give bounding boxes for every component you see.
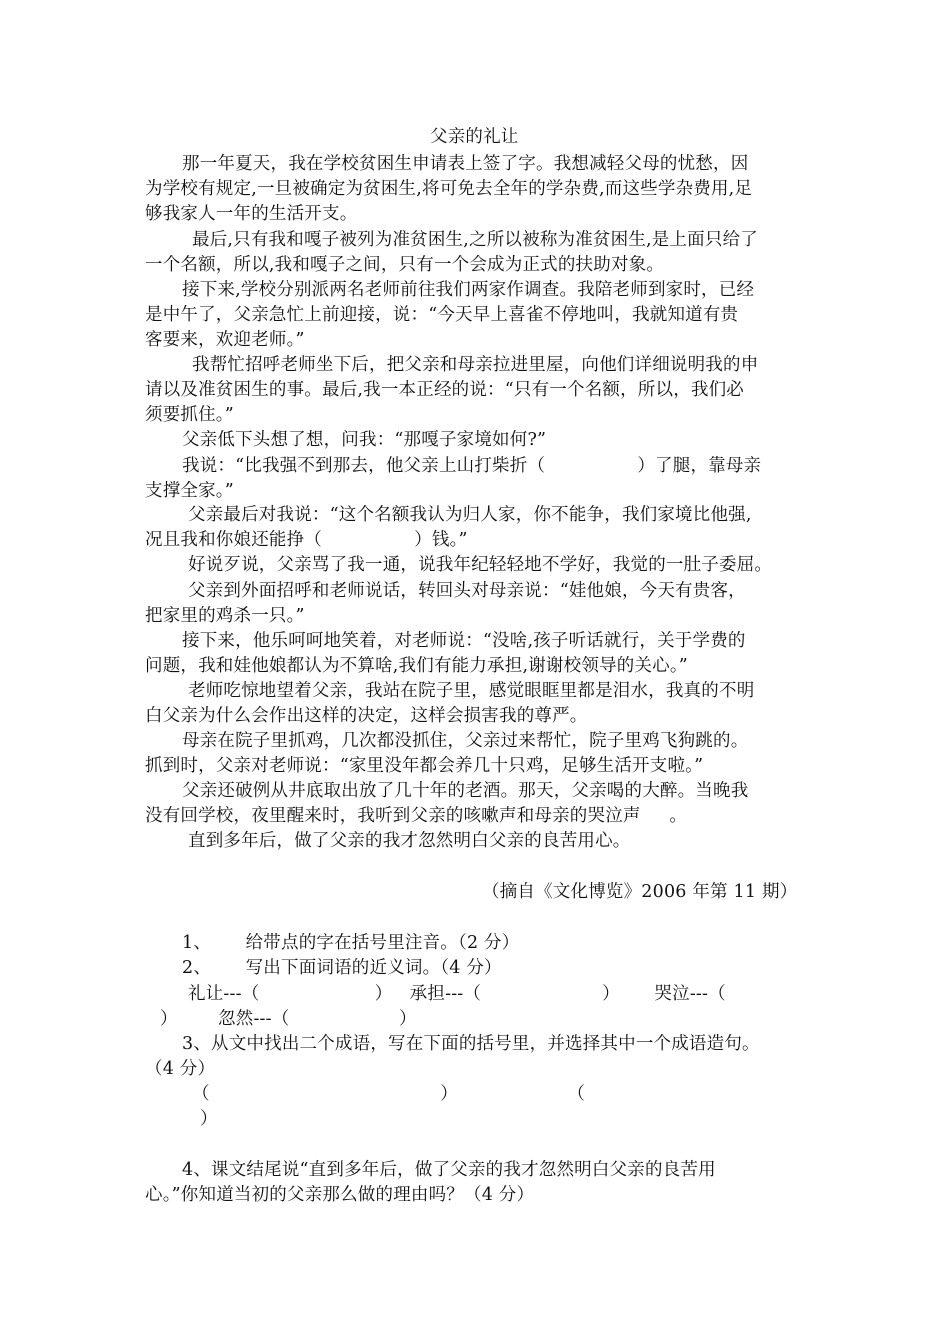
body-line: 直到多年后，做了父亲的我才忽然明白父亲的良苦用心。 xyxy=(188,831,631,851)
body-line: 抓到时，父亲对老师说：“家里没年都会养几十只鸡，足够生活开支啦。” xyxy=(145,756,704,776)
body-line: 父亲低下头想了想，问我：“那嘎子家境如何?” xyxy=(182,430,547,450)
question-line: 2、 写出下面词语的近义词。（4 分） xyxy=(182,958,502,978)
question-line: 1、 给带点的字在括号里注音。（2 分） xyxy=(182,933,520,953)
body-line: 接下来,学校分别派两名老师前往我们两家作调查。我陪老师到家时，已经 xyxy=(182,280,755,300)
question-line: 礼让---（ ） 承担---（ ） 哭泣---（ xyxy=(188,984,726,1004)
body-line: 是中午了，父亲急忙上前迎接，说：“今天早上喜雀不停地叫，我就知道有贵 xyxy=(145,305,739,325)
body-line: 接下来，他乐呵呵地笑着，对老师说：“没啥,孩子听话就行，关于学费的 xyxy=(182,631,746,651)
body-line: 没有回学校，夜里醒来时，我听到父亲的咳嗽声和母亲的哭泣声 。 xyxy=(145,806,688,826)
body-line: 我说：“比我强不到那去，他父亲上山打柴折（ ）了腿，靠母亲 xyxy=(182,456,762,476)
body-line: 好说歹说，父亲骂了我一通，说我年纪轻轻地不学好，我觉的一肚子委屈。 xyxy=(188,555,773,575)
question-line: （4 分） xyxy=(145,1059,216,1079)
body-line: 请以及准贫困生的事。最后,我一本正经的说：“只有一个名额，所以，我们必 xyxy=(145,380,745,400)
body-line: 父亲最后对我说：“这个名额我认为归人家，你不能争，我们家境比他强, xyxy=(188,505,752,525)
body-line: 白父亲为什么会作出这样的决定，这样会损害我的尊严。 xyxy=(145,706,588,726)
body-line: 最后,只有我和嘎子被列为准贫困生,之所以被称为准贫困生,是上面只给了 xyxy=(192,230,758,250)
question-line: 心。”你知道当初的父亲那么做的理由吗？（4 分） xyxy=(145,1185,535,1205)
body-line: 母亲在院子里抓鸡，几次都没抓住，父亲过来帮忙，院子里鸡飞狗跳的。 xyxy=(182,731,749,751)
question-line: ） xyxy=(200,1109,218,1129)
body-line: 客要来，欢迎老师。” xyxy=(145,330,305,350)
page-title: 父亲的礼让 xyxy=(430,127,519,147)
question-line: （ ） （ xyxy=(192,1084,586,1104)
body-line: 为学校有规定,一旦被确定为贫困生,将可免去全年的学杂费,而这些学杂费用,足 xyxy=(145,179,753,199)
body-line: 支撑全家。” xyxy=(145,481,234,501)
body-line: 够我家人一年的生活开支。 xyxy=(145,204,358,224)
body-line: 父亲到外面招呼和老师说话，转回头对母亲说：“娃他娘，今天有贵客， xyxy=(188,581,746,601)
question-line: 3、从文中找出二个成语，写在下面的括号里，并选择其中一个成语造句。 xyxy=(182,1034,760,1054)
body-line: 父亲还破例从井底取出放了几十年的老酒。那天，父亲喝的大醉。当晚我 xyxy=(182,781,749,801)
body-line: 况且我和你娘还能挣（ ）钱。” xyxy=(145,530,468,550)
body-line: 我帮忙招呼老师坐下后，把父亲和母亲拉进里屋，向他们详细说明我的申 xyxy=(192,355,759,375)
source-citation: （摘自《文化博览》2006 年第 11 期） xyxy=(482,882,798,902)
body-line: 把家里的鸡杀一只。” xyxy=(145,606,305,626)
question-line: ） 忽然---（ ） xyxy=(160,1009,417,1029)
body-line: 那一年夏天，我在学校贫困生申请表上签了字。我想减轻父母的忧愁，因 xyxy=(182,154,749,174)
body-line: 一个名额，所以,我和嘎子之间，只有一个会成为正式的扶助对象。 xyxy=(145,255,665,275)
body-line: 老师吃惊地望着父亲，我站在院子里，感觉眼眶里都是泪水，我真的不明 xyxy=(188,681,755,701)
question-line: 4、课文结尾说“直到多年后，做了父亲的我才忽然明白父亲的良苦用 xyxy=(182,1160,716,1180)
body-line: 须要抓住。” xyxy=(145,405,234,425)
body-line: 问题，我和娃他娘都认为不算啥,我们有能力承担,谢谢校领导的关心。” xyxy=(145,656,688,676)
